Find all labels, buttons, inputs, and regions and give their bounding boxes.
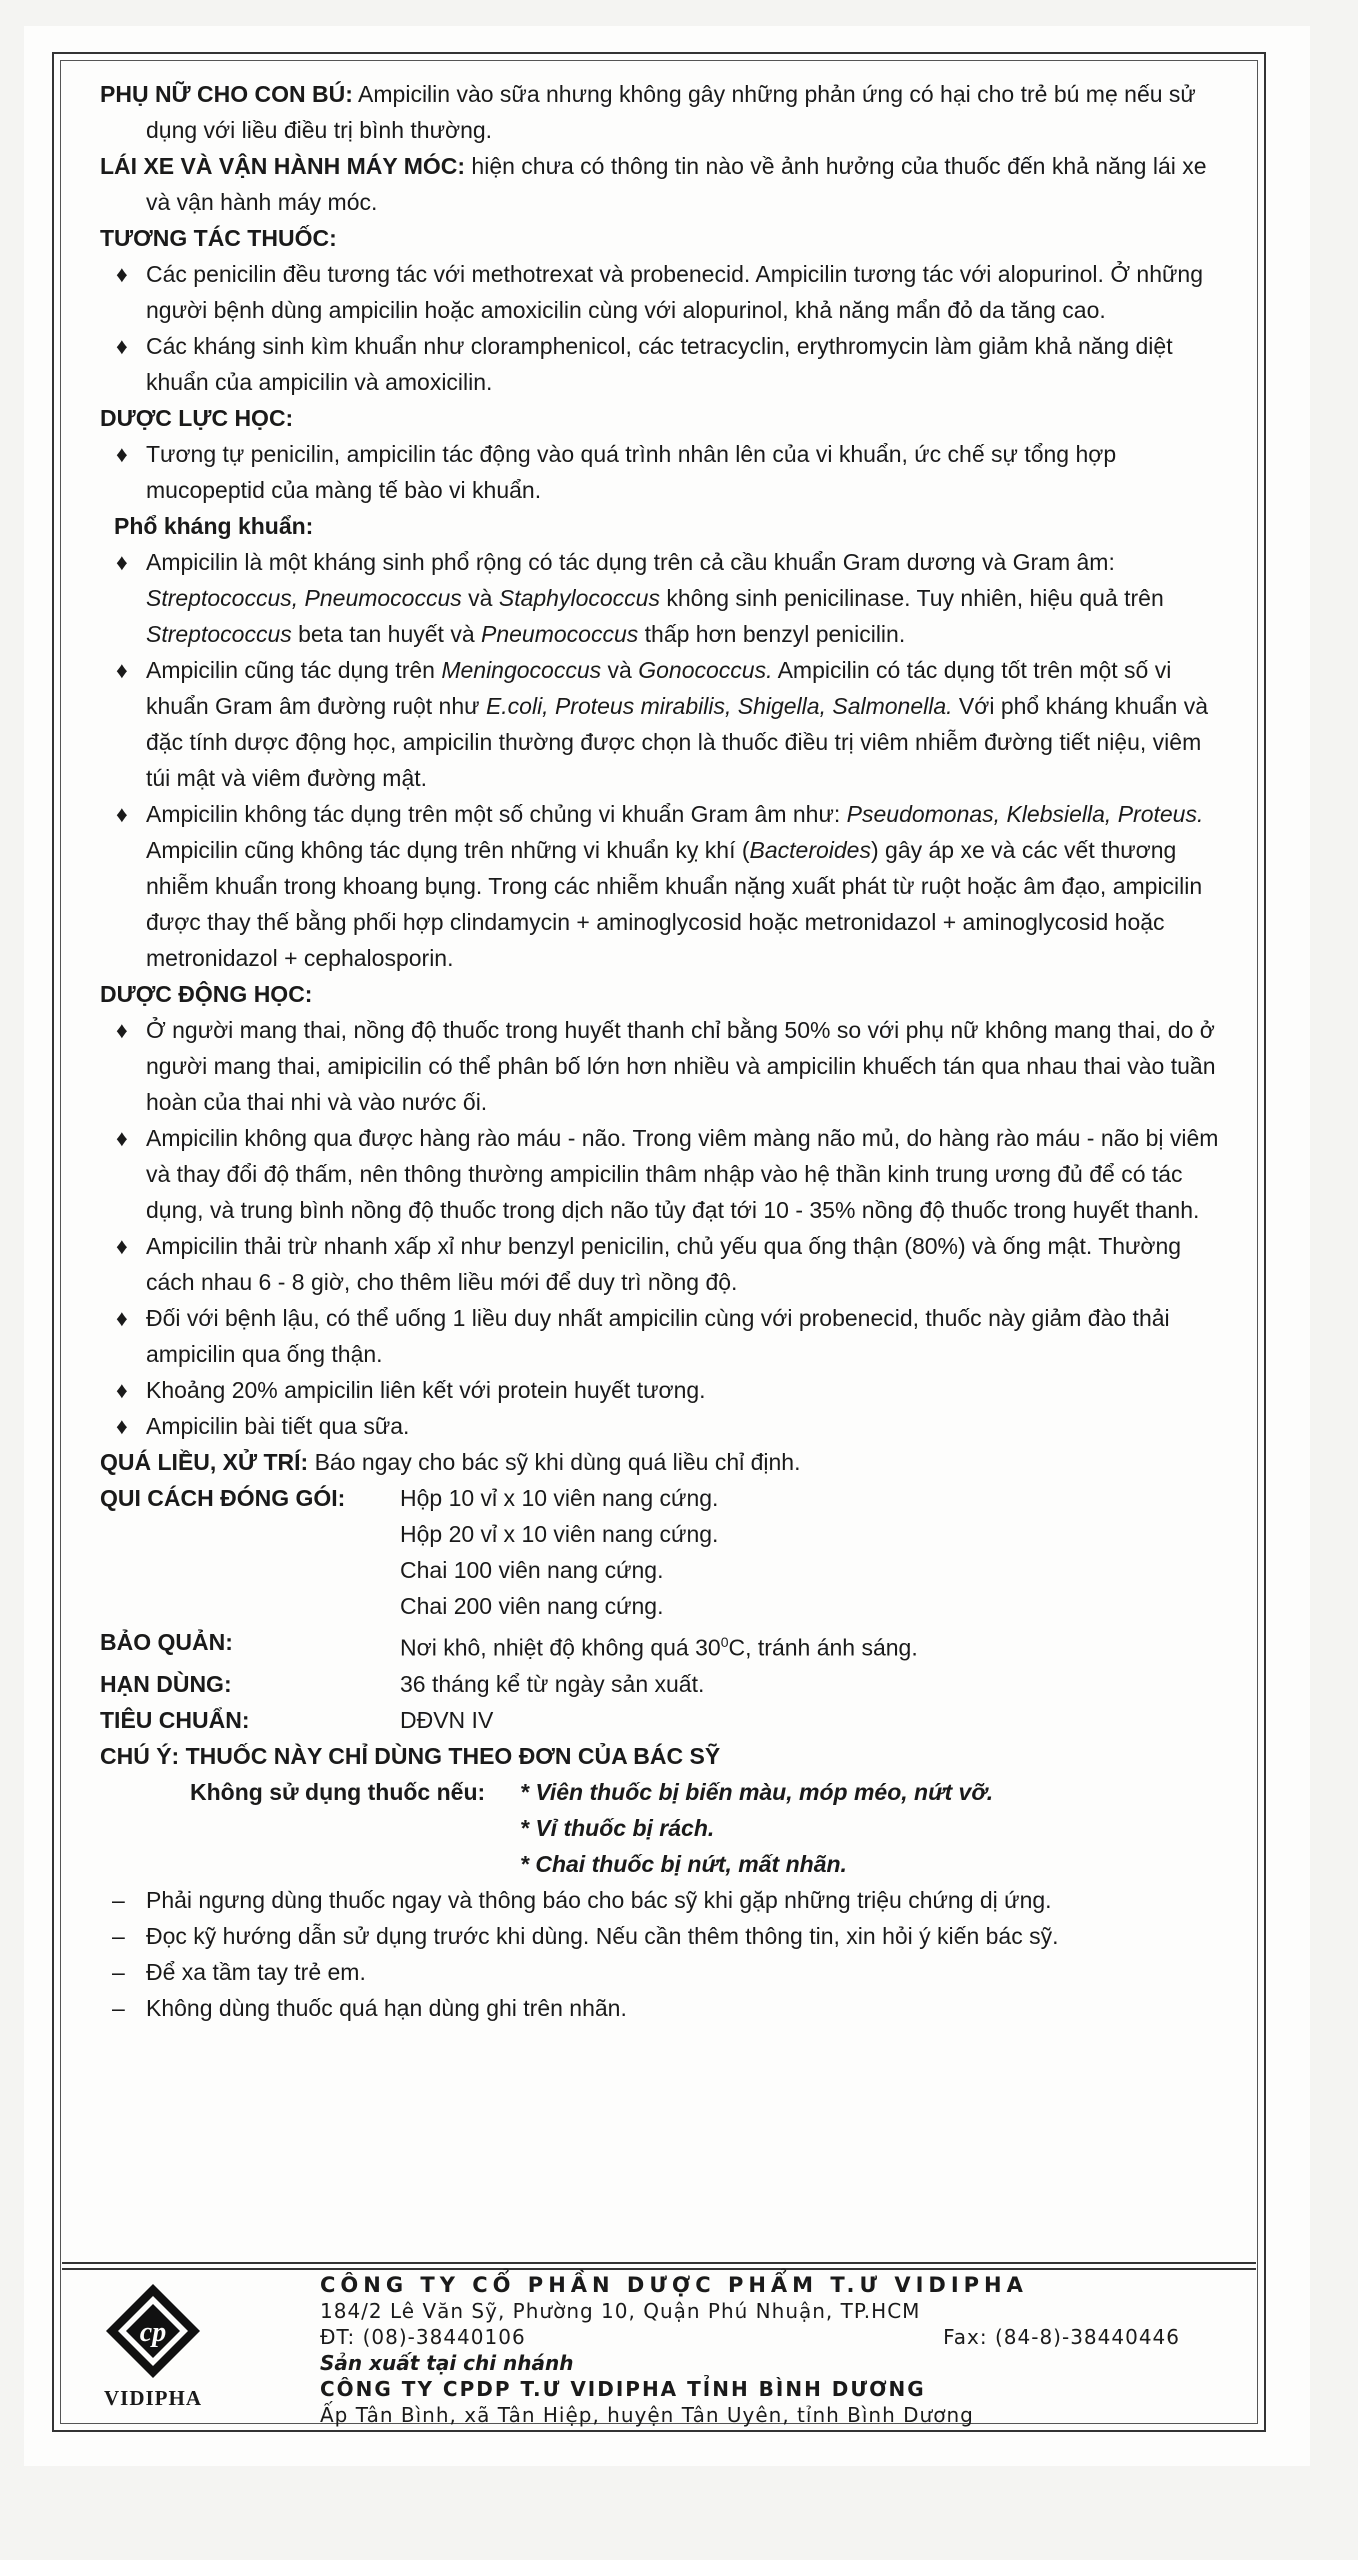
diamond-bullet-icon: ♦: [116, 1305, 128, 1331]
caution-title: CHÚ Ý: THUỐC NÀY CHỈ DÙNG THEO ĐƠN CỦA BÁC SỸ: [100, 1742, 721, 1769]
pharmacokinetics-item: [100, 1300, 1230, 1372]
diamond-bullet-icon: ♦: [116, 333, 128, 359]
warning-item: [100, 1954, 1230, 1990]
packaging-value: Hộp 20 vỉ x 10 viên nang cứng.: [400, 1521, 719, 1547]
warning-item: [100, 1918, 1230, 1954]
warning-text: Phải ngưng dùng thuốc ngay và thông báo cho bác sỹ khi gặp những triệu chứng dị ứng.: [146, 1886, 1052, 1913]
warning-item: [100, 1990, 1230, 2026]
diamond-bullet-icon: ♦: [116, 549, 128, 575]
organism-name: E.coli, Proteus mirabilis, Shigella, Salmonella.: [485, 693, 953, 719]
expiry-row: [100, 1666, 1230, 1702]
pharmacokinetics-text: Ampicilin thải trừ nhanh xấp xỉ như benzyl penicilin, chủ yếu qua ống thận (80%) và ống mật. Thường cách nhau 6 - 8 giờ, cho thêm liều mới để duy trì nồng độ.: [146, 1233, 1182, 1295]
footer-divider-inner: [62, 2268, 1256, 2270]
organism-name: Pseudomonas, Klebsiella, Proteus.: [846, 801, 1204, 827]
warning-item: [100, 1882, 1230, 1918]
warning-text: Không dùng thuốc quá hạn dùng ghi trên nhãn.: [146, 1994, 627, 2021]
standard-value: DĐVN IV: [400, 1706, 494, 1733]
driving-section: [100, 148, 1230, 220]
spectrum-item: [100, 796, 1230, 976]
packaging-label: QUI CÁCH ĐÓNG GÓI:: [100, 1485, 346, 1511]
driving-label: LÁI XE VÀ VẬN HÀNH MÁY MÓC:: [100, 153, 466, 179]
spectrum-text: ) gây áp xe và các vết thương nhiễm khuẩn trong khoang bụng. Trong các nhiễm khuẩn nặng xuất phát từ ruột hoặc âm đạo, ampicilin được thay thế bằng phối hợp clindamycin + aminoglycosid hoặc metronidazol + aminoglycosid hoặc metronidazol + cephalosporin.: [146, 837, 1203, 971]
diamond-bullet-icon: ♦: [116, 1377, 128, 1403]
packaging-value: Chai 100 viên nang cứng.: [400, 1557, 664, 1583]
organism-name: Pneumococcus: [481, 621, 639, 647]
packaging-value: Hộp 10 vỉ x 10 viên nang cứng.: [400, 1485, 719, 1511]
driving-text: hiện chưa có thông tin nào về ảnh hưởng của thuốc đến khả năng lái xe và vận hành máy móc.: [146, 153, 1207, 215]
spectrum-item: [100, 652, 1230, 796]
organism-name: Streptococcus, Pneumococcus: [146, 585, 462, 611]
warning-text: Để xa tầm tay trẻ em.: [146, 1958, 366, 1985]
do-not-use-items: [520, 1774, 993, 1882]
diamond-bullet-icon: ♦: [116, 441, 128, 467]
spectrum-text: Với phổ kháng khuẩn và đặc tính dược động học, ampicilin thường được chọn là thuốc điều trị viêm nhiễm đường tiết niệu, viêm túi mật và viêm đường mật.: [146, 693, 1209, 791]
do-not-use-label: Không sử dụng thuốc nếu:: [190, 1778, 486, 1805]
pharmacokinetics-item: [100, 1120, 1230, 1228]
organism-name: Meningococcus: [441, 657, 602, 683]
pharmacokinetics-title: DƯỢC ĐỘNG HỌC:: [100, 981, 313, 1007]
diamond-bullet-icon: ♦: [116, 1413, 128, 1439]
do-not-use-item: * Vỉ thuốc bị rách.: [520, 1814, 715, 1841]
storage-text-end: C, tránh ánh sáng.: [728, 1634, 918, 1661]
spectrum-title: Phổ kháng khuẩn:: [114, 513, 314, 539]
pharmacodynamics-text: Tương tự penicilin, ampicilin tác động vào quá trình nhân lên của vi khuẩn, ức chế sự tổng hợp mucopeptid của màng tế bào vi khuẩn.: [146, 441, 1117, 503]
breastfeeding-section: [100, 76, 1230, 148]
organism-name: Streptococcus: [146, 621, 292, 647]
logo-text: VIDIPHA: [103, 2386, 202, 2410]
storage-row: [100, 1624, 1230, 1666]
company-info: [320, 2272, 1200, 2428]
company-name: CÔNG TY CỔ PHẦN DƯỢC PHẨM T.Ư VIDIPHA: [320, 2273, 1028, 2297]
do-not-use-item: * Chai thuốc bị nứt, mất nhãn.: [520, 1850, 847, 1877]
standard-label: TIÊU CHUẨN:: [100, 1706, 250, 1733]
branch-name: CÔNG TY CPDP T.Ư VIDIPHA TỈNH BÌNH DƯƠNG: [320, 2377, 926, 2401]
spectrum-text: thấp hơn benzyl penicilin.: [638, 621, 906, 647]
do-not-use-block: [100, 1774, 1230, 1882]
storage-value: [400, 1624, 1230, 1666]
leaflet-content: [100, 76, 1230, 2026]
footer-divider: [62, 2262, 1256, 2264]
breastfeeding-label: PHỤ NỮ CHO CON BÚ:: [100, 81, 353, 107]
pharmacokinetics-text: Đối với bệnh lậu, có thể uống 1 liều duy nhất ampicilin cùng với probenecid, thuốc này giảm đào thải ampicilin qua ống thận.: [146, 1305, 1170, 1367]
dash-marker: –: [112, 1958, 125, 1985]
spectrum-text: Ampicilin là một kháng sinh phổ rộng có tác dụng trên cả cầu khuẩn Gram dương và Gram âm:: [146, 549, 1115, 575]
pharmacokinetics-text: Ở người mang thai, nồng độ thuốc trong huyết thanh chỉ bằng 50% so với phụ nữ không mang thai, do ở người mang thai, amipicilin có thể phân bố lớn hơn nhiều và ampicilin khuếch tán qua nhau thai vào tuần hoàn của thai nhi và vào nước ối.: [146, 1017, 1216, 1115]
expiry-value: 36 tháng kể từ ngày sản xuất.: [400, 1670, 705, 1697]
pharmacodynamics-title: DƯỢC LỰC HỌC:: [100, 405, 294, 431]
pharmacokinetics-item: [100, 1012, 1230, 1120]
organism-name: Bacteroides: [749, 837, 871, 863]
pharmacokinetics-text: Ampicilin không qua được hàng rào máu - não. Trong viêm màng não mủ, do hàng rào máu - não bị viêm và thay đổi độ thấm, nên thông thường ampicilin thâm nhập vào hệ thần kinh trung ương đủ để có tác dụng, và trung bình nồng độ thuốc trong dịch não tủy đạt tới 10 - 35% nồng độ thuốc trong huyết thanh.: [146, 1125, 1219, 1223]
pharmacokinetics-item: [100, 1408, 1230, 1444]
overdose-section: [100, 1444, 1230, 1480]
spectrum-list: [100, 544, 1230, 976]
diamond-bullet-icon: ♦: [116, 1017, 128, 1043]
diamond-bullet-icon: ♦: [116, 261, 128, 287]
dash-marker: –: [112, 1886, 125, 1913]
vidipha-diamond-icon: [78, 2280, 228, 2386]
diamond-bullet-icon: ♦: [116, 657, 128, 683]
spectrum-text: Ampicilin không tác dụng trên một số chủng vi khuẩn Gram âm như:: [146, 801, 847, 827]
storage-label: BẢO QUẢN:: [100, 1629, 233, 1655]
degree-sup: 0: [720, 1634, 729, 1650]
diamond-bullet-icon: ♦: [116, 1233, 128, 1259]
overdose-label: QUÁ LIỀU, XỬ TRÍ:: [100, 1449, 309, 1475]
diamond-bullet-icon: ♦: [116, 801, 128, 827]
svg-text:cp: cp: [139, 2317, 167, 2348]
breastfeeding-text: Ampicilin vào sữa nhưng không gây những phản ứng có hại cho trẻ bú mẹ nếu sử dụng với liều điều trị bình thường.: [146, 81, 1196, 143]
spectrum-text: Ampicilin có tác dụng tốt trên một số vi khuẩn Gram âm đường ruột như: [146, 657, 1172, 719]
branch-address: Ấp Tân Bình, xã Tân Hiệp, huyện Tân Uyên, tỉnh Bình Dương: [320, 2403, 974, 2427]
interactions-title: TƯƠNG TÁC THUỐC:: [100, 225, 337, 251]
storage-text: Nơi khô, nhiệt độ không quá 30: [400, 1634, 721, 1661]
spectrum-text: Ampicilin cũng tác dụng trên: [146, 657, 442, 683]
organism-name: Gonococcus.: [638, 657, 773, 683]
company-contact: [320, 2324, 1200, 2350]
expiry-label: HẠN DÙNG:: [100, 1670, 232, 1697]
standard-row: [100, 1702, 1230, 1738]
interaction-item: [100, 256, 1230, 328]
dash-marker: –: [112, 1922, 125, 1949]
spectrum-text: beta tan huyết và: [291, 621, 481, 647]
do-not-use-item: * Viên thuốc bị biến màu, móp méo, nứt vỡ.: [520, 1778, 994, 1805]
diamond-bullet-icon: ♦: [116, 1125, 128, 1151]
dash-marker: –: [112, 1994, 125, 2021]
company-address: 184/2 Lê Văn Sỹ, Phường 10, Quận Phú Nhuận, TP.HCM: [320, 2299, 921, 2323]
interaction-item: [100, 328, 1230, 400]
company-fax: Fax: (84-8)-38440446: [943, 2325, 1180, 2349]
interaction-text: Các kháng sinh kìm khuẩn như cloramphenicol, các tetracyclin, erythromycin làm giảm khả năng diệt khuẩn của ampicilin và amoxicilin.: [146, 333, 1173, 395]
made-at-label: Sản xuất tại chi nhánh: [320, 2351, 574, 2375]
spectrum-text: không sinh penicilinase. Tuy nhiên, hiệu quả trên: [659, 585, 1164, 611]
pharmacokinetics-item: [100, 1372, 1230, 1408]
spectrum-item: [100, 544, 1230, 652]
interaction-text: Các penicilin đều tương tác với methotrexat và probenecid. Ampicilin tương tác với alopurinol. Ở những người bệnh dùng ampicilin hoặc amoxicilin cùng với alopurinol, khả năng mẩn đỏ da tăng cao.: [146, 261, 1203, 323]
company-phone: ĐT: (08)-38440106: [320, 2325, 526, 2349]
pharmacokinetics-text: Khoảng 20% ampicilin liên kết với protein huyết tương.: [146, 1377, 706, 1403]
pharmacokinetics-item: [100, 1228, 1230, 1300]
packaging-value: Chai 200 viên nang cứng.: [400, 1593, 664, 1619]
overdose-text: Báo ngay cho bác sỹ khi dùng quá liều chỉ định.: [308, 1449, 801, 1475]
packaging-row: [100, 1480, 1230, 1624]
pharmacokinetics-text: Ampicilin bài tiết qua sữa.: [146, 1413, 410, 1439]
organism-name: Staphylococcus: [498, 585, 660, 611]
pharmacodynamics-item: [100, 436, 1230, 508]
vidipha-logo: [78, 2280, 228, 2420]
spectrum-text: và: [461, 585, 499, 611]
spectrum-text: Ampicilin cũng không tác dụng trên những vi khuẩn kỵ khí (: [146, 837, 750, 863]
packaging-values: [400, 1480, 1230, 1624]
warning-text: Đọc kỹ hướng dẫn sử dụng trước khi dùng. Nếu cần thêm thông tin, xin hỏi ý kiến bác sỹ.: [146, 1922, 1059, 1949]
spectrum-text: và: [601, 657, 639, 683]
